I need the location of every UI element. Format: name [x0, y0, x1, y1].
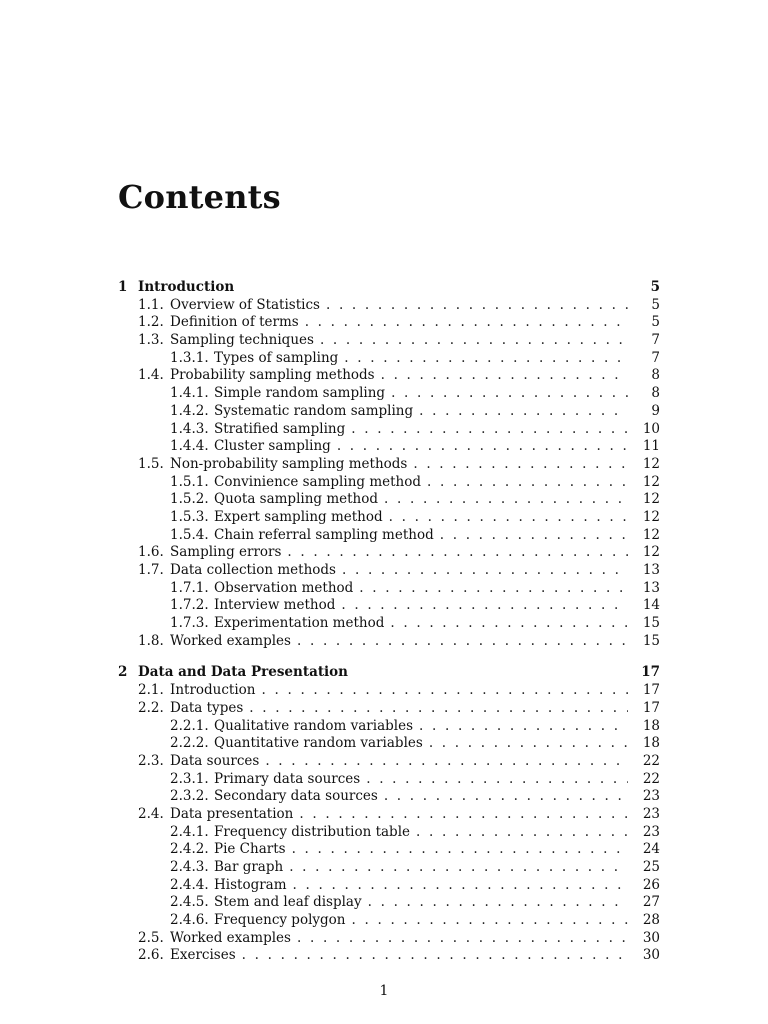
- entry-number: 2.4.: [138, 805, 164, 822]
- entry-number: 1.7.: [138, 562, 164, 578]
- chapter-number: 2: [118, 664, 128, 681]
- entry-title: Data types: [170, 699, 244, 716]
- entry-page-number: 8: [651, 367, 660, 384]
- entry-page-number: 15: [642, 615, 660, 632]
- entry-title: Histogram: [214, 876, 287, 893]
- dot-leader: [416, 824, 628, 842]
- dot-leader: [292, 841, 628, 859]
- toc-subsection-entry[interactable]: [118, 718, 660, 736]
- entry-page-number: 8: [651, 385, 660, 402]
- toc-subsection-entry[interactable]: [118, 877, 660, 895]
- dot-leader: [289, 859, 628, 877]
- entry-page-number: 9: [651, 402, 660, 419]
- entry-number: 2.3.2.: [170, 788, 209, 805]
- entry-page-number: 5: [651, 296, 660, 313]
- entry-title: Bar graph: [214, 859, 284, 875]
- entry-number: 2.3.: [138, 752, 164, 769]
- toc-subsection-entry[interactable]: [118, 385, 660, 403]
- entry-number: 2.4.2.: [170, 841, 209, 858]
- toc-chapter: [118, 279, 660, 650]
- entry-title: Cluster sampling: [214, 438, 331, 455]
- entry-page-number: 22: [642, 752, 660, 769]
- dot-leader: [297, 930, 628, 948]
- entry-title: Quantitative random variables: [214, 735, 423, 752]
- toc-subsection-entry[interactable]: [118, 788, 660, 806]
- toc-subsection-entry[interactable]: [118, 859, 660, 877]
- entry-title: Quota sampling method: [214, 491, 379, 508]
- toc-section-entry[interactable]: [118, 332, 660, 350]
- entry-number: 1.1.: [138, 296, 164, 313]
- toc-section-entry[interactable]: [118, 947, 660, 965]
- entry-page-number: 12: [642, 508, 660, 525]
- dot-leader: [391, 385, 628, 403]
- dot-leader: [341, 597, 628, 615]
- entry-number: 1.4.: [138, 367, 164, 384]
- dot-leader: [384, 788, 628, 806]
- entry-page-number: 22: [642, 770, 660, 787]
- entry-number: 2.4.5.: [170, 894, 209, 911]
- toc-subsection-entry[interactable]: [118, 771, 660, 789]
- toc-section-entry[interactable]: [118, 633, 660, 651]
- dot-leader: [299, 806, 628, 824]
- toc-subsection-entry[interactable]: [118, 580, 660, 598]
- dot-leader: [368, 894, 628, 912]
- entry-number: 1.3.1.: [170, 349, 209, 366]
- entry-page-number: 23: [642, 788, 660, 805]
- entry-title: Sampling techniques: [170, 332, 314, 349]
- toc-subsection-entry[interactable]: [118, 894, 660, 912]
- entry-title: Introduction: [170, 682, 256, 699]
- entry-number: 1.4.3.: [170, 420, 209, 437]
- toc-subsection-entry[interactable]: [118, 527, 660, 545]
- entry-title: Non-probability sampling methods: [170, 455, 408, 472]
- toc-subsection-entry[interactable]: [118, 597, 660, 615]
- entry-page-number: 7: [651, 349, 660, 366]
- entry-page-number: 28: [642, 912, 660, 929]
- toc-section-entry[interactable]: [118, 367, 660, 385]
- entry-page-number: 23: [642, 823, 660, 840]
- entry-page-number: 23: [642, 805, 660, 822]
- dot-leader: [249, 700, 628, 718]
- toc-subsection-entry[interactable]: [118, 615, 660, 633]
- entry-page-number: 12: [642, 473, 660, 490]
- entry-number: 2.4.6.: [170, 912, 209, 929]
- entry-title: Worked examples: [170, 632, 291, 649]
- entry-page-number: 12: [642, 491, 660, 508]
- entry-number: 2.4.4.: [170, 876, 209, 893]
- entry-page-number: 7: [651, 332, 660, 349]
- entry-title: Secondary data sources: [214, 788, 378, 805]
- toc-section-entry[interactable]: [118, 456, 660, 474]
- chapter-number: 1: [118, 279, 128, 295]
- entry-title: Probability sampling methods: [170, 367, 375, 384]
- toc-chapter-heading[interactable]: [118, 279, 660, 297]
- dot-leader: [351, 421, 628, 439]
- entry-page-number: 5: [651, 314, 660, 331]
- entry-number: 1.5.3.: [170, 508, 209, 525]
- entry-number: 1.8.: [138, 632, 164, 649]
- entry-number: 1.7.1.: [170, 579, 209, 596]
- chapter-page-number: 5: [650, 279, 660, 295]
- chapter-page-number: 17: [641, 664, 660, 681]
- footer-page-number: 1: [379, 983, 389, 999]
- entry-number: 1.2.: [138, 314, 164, 331]
- toc-subsection-entry[interactable]: [118, 735, 660, 753]
- entry-title: Observation method: [214, 579, 354, 596]
- entry-number: 2.3.1.: [170, 770, 209, 787]
- toc-section-entry[interactable]: [118, 806, 660, 824]
- entry-title: Exercises: [170, 947, 236, 964]
- toc-subsection-entry[interactable]: [118, 474, 660, 492]
- entry-page-number: 18: [642, 735, 660, 752]
- entry-page-number: 30: [642, 929, 660, 946]
- dot-leader: [419, 718, 628, 736]
- toc-section-entry[interactable]: [118, 700, 660, 718]
- dot-leader: [242, 947, 628, 965]
- entry-title: Interview method: [214, 597, 336, 614]
- toc-subsection-entry[interactable]: [118, 509, 660, 527]
- entry-number: 2.4.3.: [170, 859, 209, 875]
- dot-leader: [344, 350, 628, 368]
- dot-leader: [320, 332, 628, 350]
- entry-title: Primary data sources: [214, 770, 361, 787]
- toc-chapter-heading[interactable]: [118, 664, 660, 682]
- toc-subsection-entry[interactable]: [118, 912, 660, 930]
- dot-leader: [293, 877, 628, 895]
- entry-title: Frequency distribution table: [214, 823, 411, 840]
- entry-title: Types of sampling: [214, 349, 339, 366]
- entry-page-number: 26: [642, 876, 660, 893]
- entry-number: 2.4.1.: [170, 823, 209, 840]
- entry-page-number: 12: [642, 455, 660, 472]
- entry-title: Simple random sampling: [214, 385, 386, 402]
- toc-section-entry[interactable]: [118, 562, 660, 580]
- entry-number: 2.6.: [138, 947, 164, 964]
- dot-leader: [352, 912, 629, 930]
- dot-leader: [429, 735, 628, 753]
- entry-page-number: 17: [642, 682, 660, 699]
- entry-title: Overview of Statistics: [170, 296, 320, 313]
- entry-page-number: 13: [642, 562, 660, 578]
- entry-title: Pie Charts: [214, 841, 286, 858]
- entry-title: Experimentation method: [214, 615, 385, 632]
- entry-page-number: 11: [642, 438, 660, 455]
- entry-page-number: 15: [642, 632, 660, 649]
- dot-leader: [305, 314, 628, 332]
- entry-page-number: 30: [642, 947, 660, 964]
- toc-section-entry[interactable]: [118, 314, 660, 332]
- dot-leader: [389, 509, 628, 527]
- toc-chapter: [118, 664, 660, 965]
- entry-number: 1.3.: [138, 332, 164, 349]
- dot-leader: [390, 615, 628, 633]
- entry-title: Data presentation: [170, 805, 294, 822]
- dot-leader: [287, 544, 628, 562]
- dot-leader: [419, 403, 628, 421]
- entry-page-number: 14: [642, 597, 660, 614]
- chapter-title: Data and Data Presentation: [138, 664, 349, 681]
- entry-number: 1.6.: [138, 544, 164, 561]
- entry-number: 1.5.1.: [170, 473, 209, 490]
- toc-subsection-entry[interactable]: [118, 824, 660, 842]
- toc-section-entry[interactable]: [118, 544, 660, 562]
- entry-page-number: 12: [642, 544, 660, 561]
- entry-number: 1.4.2.: [170, 402, 209, 419]
- toc-subsection-entry[interactable]: [118, 350, 660, 368]
- entry-page-number: 10: [642, 420, 660, 437]
- dot-leader: [413, 456, 628, 474]
- entry-number: 2.2.: [138, 699, 164, 716]
- dot-leader: [381, 367, 628, 385]
- entry-number: 2.1.: [138, 682, 164, 699]
- entry-title: Definition of terms: [170, 314, 299, 331]
- entry-title: Stem and leaf display: [214, 894, 362, 911]
- entry-number: 1.4.4.: [170, 438, 209, 455]
- toc-subsection-entry[interactable]: [118, 841, 660, 859]
- entry-title: Qualitative random variables: [214, 717, 413, 734]
- dot-leader: [265, 753, 628, 771]
- entry-number: 1.5.4.: [170, 526, 209, 543]
- dot-leader: [427, 474, 628, 492]
- entry-title: Stratified sampling: [214, 420, 346, 437]
- entry-title: Worked examples: [170, 929, 291, 946]
- entry-page-number: 13: [642, 579, 660, 596]
- table-of-contents: [118, 279, 660, 965]
- chapter-title: Introduction: [138, 279, 235, 295]
- entry-number: 2.5.: [138, 929, 164, 946]
- toc-subsection-entry[interactable]: [118, 438, 660, 456]
- dot-leader: [337, 438, 628, 456]
- entry-title: Expert sampling method: [214, 508, 383, 525]
- entry-title: Data sources: [170, 752, 260, 769]
- toc-subsection-entry[interactable]: [118, 491, 660, 509]
- entry-number: 1.7.3.: [170, 615, 209, 632]
- entry-title: Chain referral sampling method: [214, 526, 434, 543]
- dot-leader: [440, 527, 628, 545]
- dot-leader: [326, 297, 628, 315]
- dot-leader: [366, 771, 628, 789]
- toc-subsection-entry[interactable]: [118, 421, 660, 439]
- entry-number: 1.5.: [138, 455, 164, 472]
- entry-page-number: 17: [642, 699, 660, 716]
- entry-page-number: 12: [642, 526, 660, 543]
- entry-number: 1.4.1.: [170, 385, 209, 402]
- dot-leader: [297, 633, 628, 651]
- entry-number: 2.2.2.: [170, 735, 209, 752]
- entry-page-number: 24: [642, 841, 660, 858]
- entry-title: Data collection methods: [170, 562, 336, 578]
- entry-number: 1.5.2.: [170, 491, 209, 508]
- toc-section-entry[interactable]: [118, 753, 660, 771]
- entry-page-number: 25: [642, 859, 660, 875]
- dot-leader: [342, 562, 628, 580]
- toc-section-entry[interactable]: [118, 682, 660, 700]
- toc-section-entry[interactable]: [118, 930, 660, 948]
- dot-leader: [384, 491, 628, 509]
- entry-title: Systematic random sampling: [214, 402, 414, 419]
- entry-page-number: 27: [642, 894, 660, 911]
- entry-title: Sampling errors: [170, 544, 282, 561]
- toc-section-entry[interactable]: [118, 297, 660, 315]
- page-title: Contents: [118, 178, 281, 216]
- entry-page-number: 18: [642, 717, 660, 734]
- dot-leader: [262, 682, 629, 700]
- toc-subsection-entry[interactable]: [118, 403, 660, 421]
- entry-number: 2.2.1.: [170, 717, 209, 734]
- entry-title: Convinience sampling method: [214, 473, 421, 490]
- entry-title: Frequency polygon: [214, 912, 346, 929]
- dot-leader: [359, 580, 628, 598]
- entry-number: 1.7.2.: [170, 597, 209, 614]
